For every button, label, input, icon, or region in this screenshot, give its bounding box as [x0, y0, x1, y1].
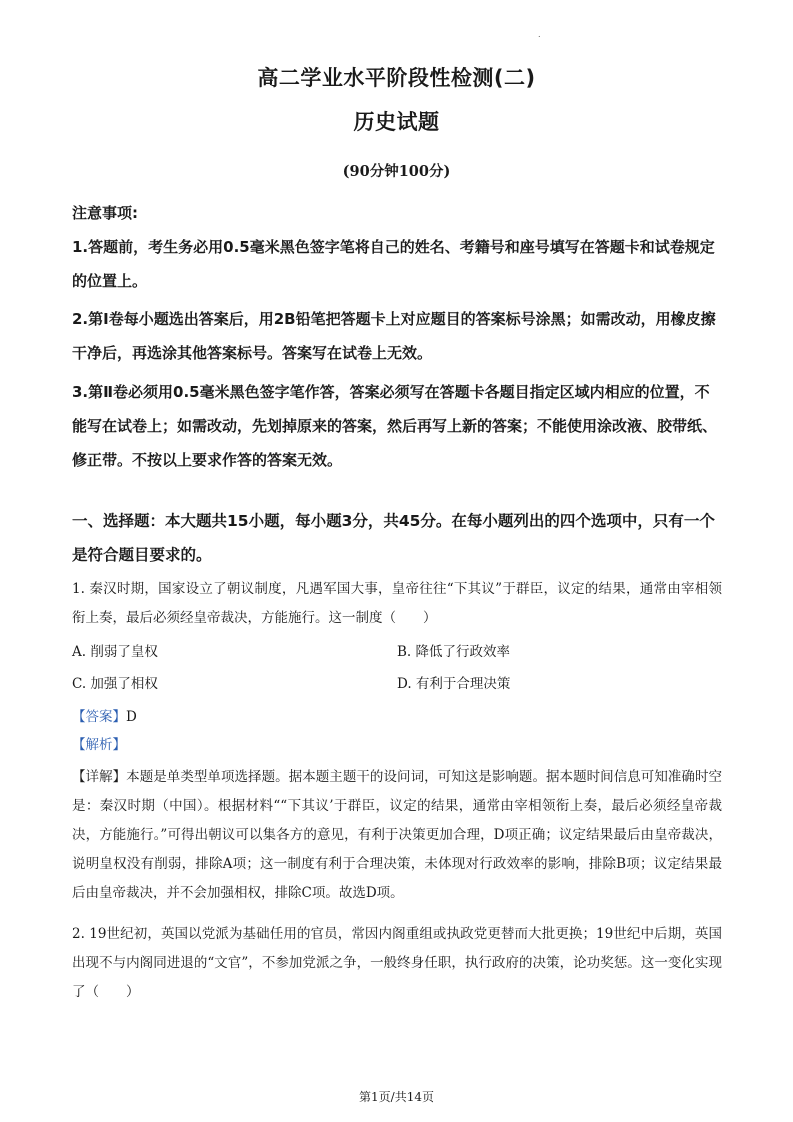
question-1-option-b: B. 降低了行政效率: [397, 644, 511, 660]
corner-mark: .: [538, 30, 541, 39]
exam-subject: 历史试题: [353, 110, 440, 134]
section-heading: 一、选择题：本大题共15小题，每小题3分，共45分。在每小题列出的四个选项中，只有一个是符合题目要求的。: [72, 512, 715, 564]
question-1-option-a: A. 削弱了皇权: [72, 644, 158, 660]
exam-duration: (90分钟100分): [342, 163, 451, 180]
answer-tag: 【答案】: [72, 709, 126, 725]
notice-heading: 注意事项:: [72, 204, 138, 222]
question-1-analysis: [72, 731, 126, 760]
question-1-option-d: D. 有利于合理决策: [397, 676, 511, 692]
analysis-tag: 【解析】: [72, 737, 126, 753]
question-1-stem: 1. 秦汉时期，国家设立了朝议制度，凡遇军国大事，皇帝往往“下其议”于群臣，议定的结果，通常由宰相领衔上奏，最后必须经皇帝裁决，方能施行。这一制度（ ）: [72, 581, 722, 626]
question-1-answer: [72, 703, 137, 732]
detail-text: 本题是单类型单项选择题。据本题主题干的设问词，可知这是影响题。据本题时间信息可知准确时空是：秦汉时期（中国）。根据材料““下其议’于群臣，议定的结果，通常由宰相领衔上奏，最后必须经皇帝裁决，方能施行。”可得出朝议可以集各方的意见，有利于决策更加合理，D项正确；议定结果最后由皇帝裁决，说明皇权没有削弱，排除A项；这一制度有利于合理决策，未体现对行政效率的影响，排除B项；议定结果最后由皇帝裁决，并不会加强相权，排除C项。故选D项。: [72, 769, 723, 901]
question-2-stem: 2. 19世纪初，英国以党派为基础任用的官员，常因内阁重组或执政党更替而大批更换；19世纪中后期，英国出现不与内阁同进退的“文官”，不参加党派之争，一般终身任职，执行政府的决策，论功奖惩。这一变化实现了（ ）: [72, 926, 722, 1000]
answer-value: D: [126, 709, 137, 725]
page-number: 第1页/共14页: [359, 1090, 434, 1104]
notice-item-1: 1.答题前，考生务必用0.5毫米黑色签字笔将自己的姓名、考籍号和座号填写在答题卡和试卷规定的位置上。: [72, 238, 715, 290]
exam-title: 高二学业水平阶段性检测(二): [257, 66, 536, 90]
detail-tag: 【详解】: [72, 769, 127, 785]
question-1-option-c: C. 加强了相权: [72, 676, 158, 692]
notice-item-2: 2.第Ⅰ卷每小题选出答案后，用2B铅笔把答题卡上对应题目的答案标号涂黑；如需改动，用橡皮擦干净后，再选涂其他答案标号。答案写在试卷上无效。: [72, 310, 716, 362]
notice-item-3: 3.第Ⅱ卷必须用0.5毫米黑色签字笔作答，答案必须写在答题卡各题目指定区域内相应的位置，不能写在试卷上；如需改动，先划掉原来的答案，然后再写上新的答案；不能使用涂改液、胶带纸、修正带。不按以上要求作答的答案无效。: [72, 383, 718, 469]
question-1-detail: [72, 763, 722, 908]
